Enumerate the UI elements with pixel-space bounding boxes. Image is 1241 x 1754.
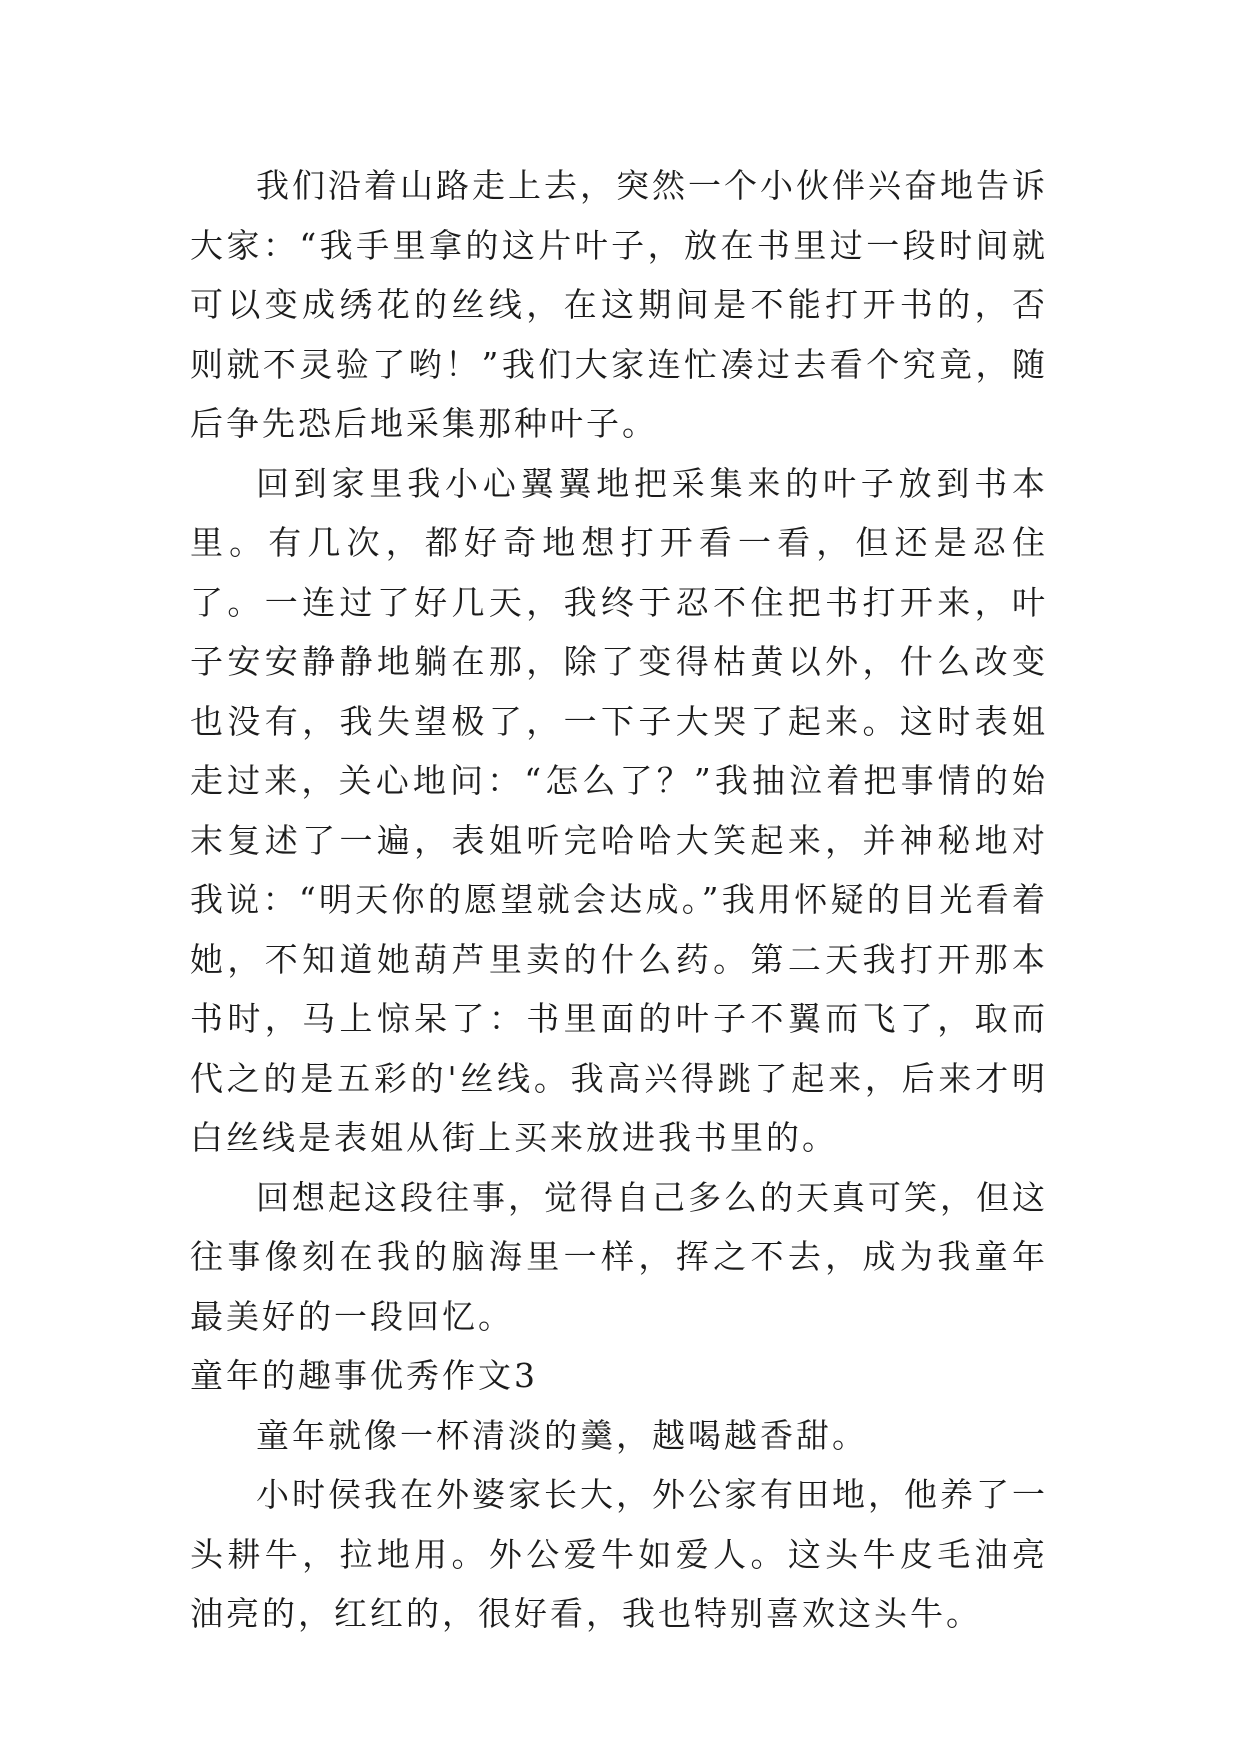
paragraph-grandpa-ox: 小时侯我在外婆家长大，外公家有田地，他养了一头耕牛，拉地用。外公爱牛如爱人。这头牛皮毛油亮油亮的，红红的，很好看，我也特别喜欢这头牛。 [190,1475,1048,1633]
paragraph-leaf-in-book: 回到家里我小心翼翼地把采集来的叶子放到书本里。有几次，都好奇地想打开看一看，但还是忍住了。一连过了好几天，我终于忍不住把书打开来，叶子安安静静地躺在那，除了变得枯黄以外，什么改变也没有，我失望极了，一下子大哭了起来。这时表姐走过来，关心地问：“怎么了？”我抽泣着把事情的始末复述了一遍，表姐听完哈哈大笑起来，并神秘地对我说：“明天你的愿望就会达成。”我用怀疑的目光看着她，不知道她葫芦里卖的什么药。第二天我打开那本书时，马上惊呆了：书里面的叶子不翼而飞了，取而代之的是五彩的'丝线。我高兴得跳了起来，后来才明白丝线是表姐从街上买来放进我书里的。 [190,463,1048,1157]
paragraph-mountain-path: 我们沿着山路走上去，突然一个小伙伴兴奋地告诉大家：“我手里拿的这片叶子，放在书里过一段时间就可以变成绣花的丝线，在这期间是不能打开书的，否则就不灵验了哟！”我们大家连忙凑过去看个究竟，随后争先恐后地采集那种叶子。 [190,166,1048,443]
document-body [190,156,1048,1644]
section-title: 童年的趣事优秀作文3 [190,1356,538,1395]
paragraph-recollection: 回想起这段往事，觉得自己多么的天真可笑，但这往事像刻在我的脑海里一样，挥之不去，成为我童年最美好的一段回忆。 [190,1177,1048,1336]
paragraph-childhood-soup: 童年就像一杯清淡的羹，越喝越香甜。 [256,1415,868,1455]
